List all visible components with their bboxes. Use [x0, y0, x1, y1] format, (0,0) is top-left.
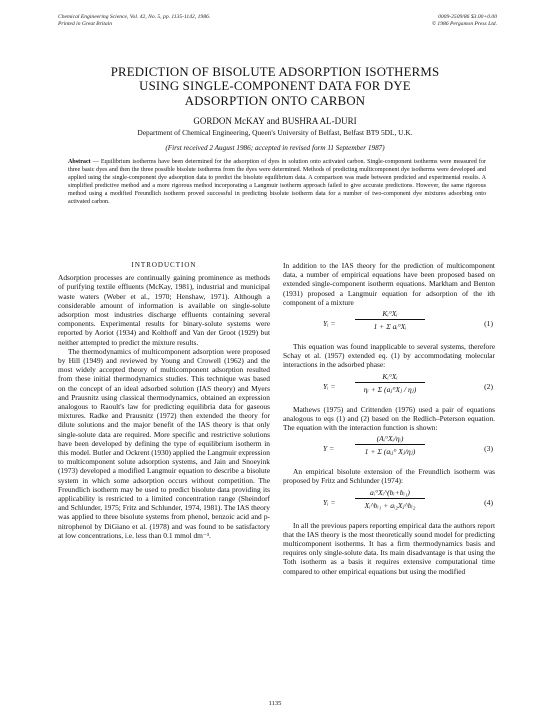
- equation-numerator: aᵢ°Xᵢ^(bᵢ+bᵢ₁): [355, 488, 425, 499]
- journal-header: [58, 14, 210, 28]
- equation-denominator: Xᵢ^bᵢ₁ + aᵢ₂Xⱼ^bᵢ₂: [364, 500, 416, 510]
- equation-4: [283, 488, 495, 518]
- equation-denominator: 1 + Σ (aᵢⱼ° Xⱼ/ηⱼ): [364, 447, 416, 457]
- title-line: ADSORPTION ONTO CARBON: [184, 93, 366, 108]
- received-dates: (First received 2 August 1986; accepted in revised form 11 September 1987): [165, 144, 385, 152]
- page-number: 1135: [268, 700, 282, 707]
- paragraph: In addition to the IAS theory for the prediction of multicomponent data, a number of empirical equations have been proposed based on extended single-component isotherm equations. Markham and Benton (1931) proposed a Langmuir equation for adsorption of the ith component of a mixture: [283, 261, 495, 307]
- copyright: © 1986 Pergamon Press Ltd.: [431, 21, 497, 27]
- abstract: [68, 159, 486, 206]
- equation-number: (4): [484, 497, 493, 507]
- paragraph: Adsorption processes are continually gaining prominence as methods of purifying textile effluents (McKay, 1981), industrial and municipal waste waters (Weber et al., 1970; Henshaw, 1971). Although a considerable amount of information is available on single-solute adsorption most industries discharge effluents containing several components. Experimental results for binary-solute systems were reported by Aoriot (1934) and Kolthoff and Van der Groot (1929) but neither attempted to predict the mixture results.: [58, 273, 270, 347]
- section-heading-introduction: INTRODUCTION: [131, 261, 197, 269]
- journal-citation: Chemical Engineering Science, Vol. 42, No. 5, pp. 1135-1142, 1986.: [58, 14, 211, 20]
- equation-number: (1): [484, 319, 493, 329]
- affiliation: Department of Chemical Engineering, Queen's University of Belfast, Belfast BT9 5DL, U.K.: [137, 128, 413, 137]
- paragraph: This equation was found inapplicable to several systems, therefore Schay et al. (1957) extended eq. (1) by accommodating molecular interactions in the adsorbed phase:: [283, 342, 495, 370]
- publisher-header: [427, 14, 497, 28]
- paragraph: In all the previous papers reporting empirical data the authors report that the IAS theory is the most theoretically sound model for predicting multicomponent isotherms. It has a firm thermodynamics basis and requires only single-solute data. Its main disadvantage is that using the Toth isotherm as a basis it requires extensive computational time compared to other empirical equations but using the modified: [283, 520, 495, 576]
- printed-in: Printed in Great Britain: [58, 21, 113, 27]
- equation-3: [283, 434, 495, 464]
- title-line: USING SINGLE-COMPONENT DATA FOR DYE: [139, 79, 411, 94]
- equation-numerator: Kᵢ°Xᵢ: [355, 372, 425, 383]
- issn-code: 0009-2509/86 $3.00+0.00: [438, 14, 497, 20]
- equation-lhs: Y =: [323, 444, 335, 454]
- equation-numerator: Kᵢ°Xᵢ: [355, 309, 425, 320]
- right-column: [283, 261, 495, 576]
- title-line: PREDICTION OF BISOLUTE ADSORPTION ISOTHERMS: [110, 65, 440, 79]
- paper-title: [60, 65, 490, 108]
- equation-denominator: ηᵢ + Σ (aⱼ°Xⱼ / ηⱼ): [363, 384, 417, 394]
- abstract-label: Abstract: [68, 159, 91, 165]
- equation-denominator: 1 + Σ aᵢ°Xᵢ: [373, 322, 407, 332]
- authors: GORDON McKAY and BUSHRA AL-DURI: [193, 116, 357, 126]
- equation-lhs: Yᵢ =: [323, 319, 336, 329]
- paragraph: Mathews (1975) and Crittenden (1976) used a pair of equations analogous to eqs (1) and (2) based on the Redlich–Peterson equation. The equation with the interaction function is shown:: [283, 404, 495, 433]
- equation-2: [283, 372, 495, 402]
- equation-numerator: (Aᵢ°Xᵢ/ηᵢ): [355, 434, 425, 445]
- left-column: [58, 261, 270, 540]
- equation-lhs: Yᵢ =: [323, 381, 336, 391]
- paragraph: The thermodynamics of multicomponent adsorption were proposed by Hill (1949) and reviewed by Young and Crowell (1962) and the most widely accepted theory of multicomponent adsorption resulted from these initial thermodynamics studies. This technique was based on the concept of an ideal adsorbed solution (IAS theory) and Myers and Prausnitz using classical thermodynamics, obtained an expression analogous to Raoult's law for predicting equilibria data for gaseous mixtures. Radke and Prausnitz (1972) then extended the theory for dilute solutions and the major benefit of the IAS theory is that only single-solute data are required. More specific and restrictive solutions have been developed by defining the type of equilibrium isotherm in this model. Butler and Ockrent (1930) applied the Langmuir expression to multicomponent solute adsorption systems, and Jain and Snoeyink (1973) developed a modified Langmuir equation to describe a bisolute system in which some adsorption occurs without competition. The Freundlich isotherm may be used to predict bisolute data providing its applicability is restricted to a limited concentration range (Sheindorf and Schlunder, 1975; Fritz and Schlunder, 1974, 1981). The IAS theory was applied to three bisolute systems from phenol, benzoic acid and p-nitrophenol by DiGiano et al. (1978) and was found to be satisfactory at low concentrations, i.e. less than 0.1 mmol dm⁻³.: [58, 346, 270, 540]
- paragraph: An empirical bisolute extension of the Freundlich isotherm was proposed by Fritz and Schlunder (1974):: [283, 467, 495, 486]
- equation-1: [283, 309, 495, 339]
- equation-number: (2): [484, 381, 493, 391]
- abstract-text: — Equilibrium isotherms have been determined for the adsorption of dyes in solution onto activated carbon. Single-component isotherms were measured for three basic dyes and then the three possible bisolute isotherms from the dyes were determined. Methods of predicting multicomponent dye isotherms were developed and applied using the single-component dye adsorption data to predict the bisolute equilibrium data. A comparison was made between predicted and experimental results. A simplified predictive method and a more rigorous method incorporating a Langmuir isotherm approach failed to give accurate predictions. However, the same rigorous method using a modified Freundlich isotherm proved successful in predicting bisolute isotherm data for a number of two-component dye mixtures adsorbing onto activated carbon.: [68, 159, 486, 205]
- equation-number: (3): [484, 444, 493, 454]
- equation-lhs: Yᵢ =: [323, 497, 336, 507]
